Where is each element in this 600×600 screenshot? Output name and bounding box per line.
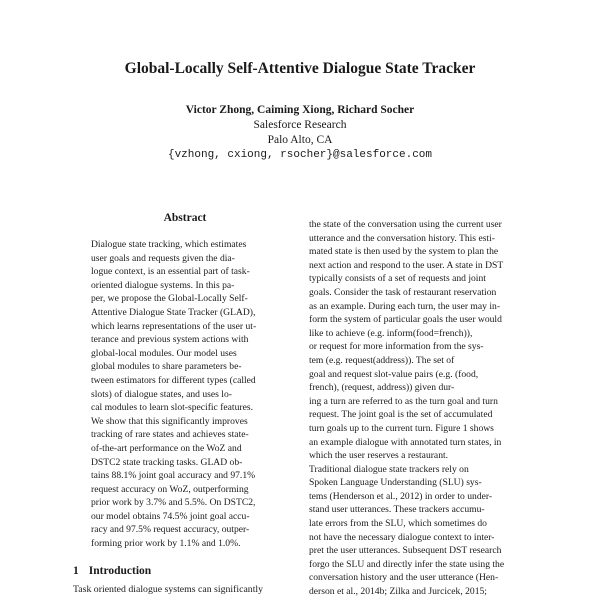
section-heading (73, 565, 161, 577)
intro-first-line: Task oriented dialogue systems can significantly (73, 584, 264, 595)
text-line: pret the user utterances. Subsequent DST research (309, 545, 502, 557)
text-line: Spoken Language Understanding (SLU) sys- (309, 477, 482, 489)
text-line: tracking of rare states and achieves state- (91, 429, 249, 441)
text-line: which the user reserves a restaurant. (309, 450, 449, 462)
author-emails: {vzhong, cxiong, rsocher}@salesforce.com (167, 149, 433, 161)
affiliation: Salesforce Research (253, 119, 347, 131)
text-line: french), (request, address)) given dur- (309, 382, 455, 394)
text-line: racy and 97.5% request accuracy, outper- (91, 524, 250, 536)
text-line: which learns representations of the user ut- (91, 320, 257, 332)
text-line: the state of the conversation using the current user (309, 219, 502, 230)
text-line: tem (e.g. request(address)). The set of (309, 354, 455, 366)
text-line: goals. Consider the task of restaurant reservation (309, 286, 497, 298)
section-number: 1 (73, 565, 79, 577)
text-line: logue context, is an essential part of task- (91, 266, 250, 278)
text-line: tains 88.1% joint goal accuracy and 97.1% (91, 470, 256, 482)
text-line: late errors from the SLU, which sometimes do (309, 518, 487, 530)
text-line: request accuracy on WoZ, outperforming (91, 483, 249, 495)
text-line: our model obtains 74.5% joint goal accu- (91, 510, 250, 522)
text-line: goal and request slot-value pairs (e.g. (food, (309, 368, 479, 380)
location: Palo Alto, CA (267, 134, 333, 146)
text-line: stand user utterances. These trackers accumu- (309, 504, 485, 516)
text-line: conversation history and the user utterance (Hen- (309, 572, 499, 584)
text-line: We show that this significantly improves (91, 415, 248, 427)
text-line: as an example. During each turn, the user may in- (309, 300, 501, 312)
text-line: utterance and the conversation history. This esti- (309, 232, 495, 244)
text-line: derson et al., 2014b; Zilka and Jurcicek, 2015; (309, 586, 487, 598)
author-list: Victor Zhong, Caiming Xiong, Richard Socher (185, 104, 415, 116)
text-line: turn goals up to the current turn. Figure 1 shows (309, 422, 494, 434)
text-line: global-local modules. Our model uses (91, 347, 237, 359)
text-line: global modules to share parameters be- (91, 361, 242, 373)
text-line: like to achieve (e.g. inform(food=french)), (309, 327, 473, 339)
text-line: oriented dialogue systems. In this pa- (91, 279, 235, 291)
text-line: not have the necessary dialogue context to inter- (309, 531, 495, 543)
paper-title: Global-Locally Self-Attentive Dialogue State Tracker (124, 60, 476, 77)
text-line: terance and previous system actions with (91, 334, 249, 346)
text-line: an example dialogue with annotated turn states, in (309, 436, 502, 448)
right-column-body (309, 218, 529, 599)
text-line: ing a turn are referred to as the turn goal and turn (309, 395, 498, 407)
text-line: next action and respond to the user. A state in DST (309, 259, 504, 271)
text-line: slots) of dialogue states, and uses lo- (91, 388, 232, 400)
text-line: of-the-art performance on the WoZ and (91, 442, 242, 454)
text-line: DSTC2 state tracking tasks. GLAD ob- (91, 456, 243, 468)
text-line: or request for more information from the sys- (309, 341, 484, 353)
text-line: typically consists of a set of requests and joint (309, 273, 486, 285)
text-line: user goals and requests given the dia- (91, 252, 235, 264)
text-line: Attentive Dialogue State Tracker (GLAD), (91, 306, 256, 318)
text-line: form the system of particular goals the user would (309, 314, 502, 326)
text-line: request. The joint goal is the set of accumulated (309, 409, 493, 421)
text-line: forming prior work by 1.1% and 1.0%. (91, 538, 241, 550)
text-line: mated state is then used by the system to plan the (309, 246, 499, 258)
text-line: Traditional dialogue state trackers rely on (309, 463, 469, 475)
text-line: cal modules to learn slot-specific features. (91, 402, 253, 414)
abstract-body (91, 238, 281, 551)
text-line: forgo the SLU and directly infer the state using the (309, 558, 505, 570)
text-line: prior work by 3.7% and 5.5%. On DSTC2, (91, 497, 256, 509)
abstract-heading: Abstract (163, 212, 207, 224)
section-title: Introduction (88, 565, 152, 577)
text-line: tween estimators for different types (called (91, 374, 256, 386)
text-line: per, we propose the Global-Locally Self- (91, 293, 248, 305)
text-line: Dialogue state tracking, which estimates (91, 239, 247, 250)
text-line: tems (Henderson et al., 2012) in order to under- (309, 490, 493, 502)
